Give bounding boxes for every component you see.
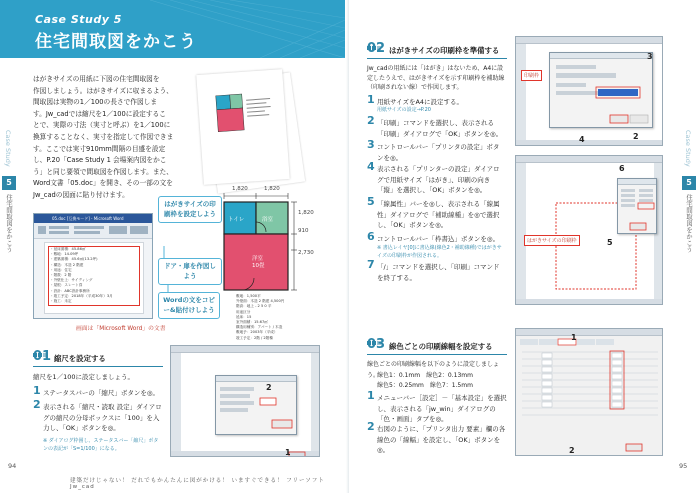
case-study-label: Case Study 5 [35,13,122,26]
intro-line: し、P.20「Case Study 1 会場案内図をかこ [33,156,167,165]
jwwin-settings-screenshot [515,328,663,456]
doc-line: ・竣工予定：2018年（平成30年）3月 [50,293,113,298]
spec-line: 竣工予定：2階 / 2階棟 [236,335,273,340]
width-spec: 線色5：0.25mm [377,382,424,389]
step-text: 「線属性」バーを◎し、表示される「線属性」ダイアログで「補助線種」を◎で選択し、「OK」ボタンを◎。 [377,200,500,229]
badge-5: 5 [607,238,613,247]
step-number: 1 [367,93,375,106]
badge-1: 1 [571,333,577,342]
word-caption: 画面は「Microsoft Word」の文書 [76,326,166,332]
spec-list [236,294,336,341]
page-title: 住宅間取図をかこう [35,32,197,52]
callout-door: ドア・扉を作図しよう [158,258,222,285]
step-02-1 [367,93,505,108]
chapter-label: 住宅間取図をかこう [5,194,13,253]
doc-line: ・施工：未定 [50,299,72,304]
step-02-2 [367,114,505,139]
right-page [349,0,698,493]
step-number: 6 [367,230,375,243]
step-text: 「印刷」コマンドを選択し、表示される「印刷」ダイアログで「OK」ボタンを◎。 [377,119,503,138]
section-03-lead: 線色ごとの印刷線幅を以下のように設定しましょう。 [367,361,500,379]
doc-line: ・階数：2 階 [50,273,72,278]
side-pale-label: Case Study [684,130,692,167]
page-number-right: 95 [679,462,688,470]
doc-line: ・延床面積：45.86㎡ [50,247,86,251]
word-window-screenshot [33,213,153,319]
step-02-4 [367,160,505,196]
section-01-title: 縮尺を設定する [54,354,106,363]
step-02-1-note: 用紙サイズの設定→P.20 [377,107,431,113]
callout-print-frame: はがきサイズの印刷枠を設定しよう [158,196,222,223]
step-text: ステータスバーの「縮尺」ボタンを◎。 [43,389,160,397]
line-attribute-dialog [617,178,657,234]
dim-right-1: 1,820 [298,210,314,216]
jwwin-titlebar [516,329,662,336]
dim-right-3: 2,730 [298,250,314,256]
jwcad-titlebar [516,156,662,163]
width-line-1 [377,371,473,382]
badge-2: 2 [633,132,639,141]
chapter-number: 5 [2,176,16,190]
selection-highlight [48,246,140,306]
section-02-lead: Jw_cadの用紙には「はがき」はないため、A4に設定したうえで、はがきサイズを示す印刷枠を補助線（印刷されない線）で作図します。 [367,65,505,91]
step-text: コントロールバー「枠書込」ボタンを◎。 [377,235,500,243]
printer-settings-dialog [549,52,653,128]
badge-4: 4 [579,135,585,144]
ribbon-icons [34,223,153,239]
print-frame-label: 印刷枠 [521,70,542,81]
step-02-3 [367,138,505,163]
section-02-rule [367,58,507,59]
spec-line: 室外面積：15.67㎡ [236,320,268,325]
step-number: 2 [367,420,375,433]
step-01-2 [33,398,163,434]
side-pale-label: Case Study [4,130,12,167]
badge-2: 2 [569,446,575,455]
step-01-1 [33,384,163,399]
intro-line: 換算することなく、実寸を指定して作図できま [33,132,174,141]
section-02-number: 02 [367,41,386,56]
step-text: コントロールバー「プリンタの設定」ボタンを◎。 [377,143,500,162]
intro-line: Jw_cadの図面に貼り付けます。 [33,190,129,199]
step-text: 表示される「縮尺・読取 設定」ダイアログの縮尺の分母ボックスに「100」を入力し、「OK」ボタンを◎。 [43,403,162,432]
section-01-rule [33,366,163,367]
doc-line: ・外壁仕上：サイディング [50,278,93,283]
printer-dialog-body [550,59,654,129]
step-number: 3 [367,138,375,151]
doc-line: ・設計：ABC設計事務所 [50,288,90,293]
doc-line: ・屋根：スレート葺 [50,283,83,288]
section-01-number: 01 [33,349,52,364]
page-number-left: 94 [8,462,17,470]
scale-dialog [215,375,297,435]
chapter-number: 5 [682,176,696,190]
width-spec: 線色2：0.13mm [426,372,473,379]
step-number: 5 [367,195,375,208]
footer-left: 建築だけじゃない！ だれでもかんたんに図がかける！ いますぐできる！ フリーソフトJw_cad [70,478,325,490]
step-02-6-note: ※ 書込レイヤ[0]に書込線(線色2・補助線種)ではがきサイズの印刷枠が作図される。 [377,245,502,259]
intro-line: う」と同じ要領で間取図を作図します。また、 [33,167,173,176]
badge-2: 2 [266,383,272,392]
badge-3: 3 [647,52,653,61]
spec-line: 敷地予：2003年（平成） [236,330,278,335]
step-text: 用紙サイズをA4に設定する。 [377,98,464,106]
callout-word-copy: Wordの文をコピー&貼付けしよう [158,292,220,319]
spec-line: 延床：15 [236,314,252,319]
mini-plan-image [196,69,289,185]
intro-line: Word文書「05.doc」を開き、その一部の文を [33,179,173,188]
dim-top-left: 1,820 [232,186,248,192]
word-title-bar: 05.doc [互換モード] - Microsoft Word [34,214,152,223]
intro-line: 間取図は実物の1／100の長さで作図しま [33,98,158,107]
step-number: 4 [367,160,375,173]
width-spec: 線色1：0.1mm [377,372,421,379]
step-number: 7 [367,258,375,271]
section-03-title: 線色ごとの印刷線幅を設定する [389,342,493,351]
section-03-number: 03 [367,337,386,352]
step-text: 「/」コマンドを選択し、「印刷」コマンドを終了する。 [377,263,500,282]
section-03-rule [367,354,507,355]
step-number: 2 [33,398,41,411]
left-side-tab [2,176,16,266]
doc-line: ・敷地：14.09坪 [50,252,79,257]
word-document-area [44,242,144,314]
jwcad-titlebar [171,346,319,353]
dim-top-right: 1,820 [264,186,280,192]
doc-line: ・構造：木造 2 階建 [50,262,84,267]
jwcad-titlebar [516,37,662,44]
spec-line: 用途区分 [236,309,251,314]
section-01-lead: 縮尺を1／100に設定しましょう。 [33,373,135,381]
width-line-2 [377,381,473,392]
intro-paragraph [33,74,185,202]
dim-right-2: 910 [298,228,309,234]
case-header-band [0,0,345,58]
line-dialog-body [618,185,658,235]
step-03-2 [367,420,507,456]
step-number: 1 [367,389,375,402]
step-02-6 [367,230,505,245]
step-number: 2 [367,114,375,127]
intro-line: す。ここでは実寸910mm間隔の目盛を設定 [33,144,166,153]
spec-line: 敷地：1,500平 [236,294,261,298]
room-label-toilet: トイレ [228,217,245,223]
postcard-frame-label: はがきサイズの印刷枠 [524,235,580,246]
width-spec: 線色7：1.5mm [429,382,473,389]
step-02-7 [367,258,505,283]
right-side-tab [682,176,696,266]
word-ribbon [34,223,152,239]
step-02-5 [367,195,505,231]
room-label-western: 洋室 10畳 [252,256,265,269]
intro-line: はがきサイズの用紙に下図の住宅間取図を [33,75,160,83]
spec-line: 外壁面：木造 2 階建 4,500円 [236,299,285,304]
intro-line: 作図しましょう。はがきサイズに収まるよう、 [33,86,173,95]
step-text: 表示される「プリンターの設定」ダイアログで用紙サイズ「はがき」、印刷の向き「縦」を選択し、「OK」ボタンを◎。 [377,165,500,194]
section-02-title: はがきサイズの印刷枠を準備する [389,46,500,55]
step-03-1 [367,389,507,425]
doc-line: ・用途：住宅 [50,267,72,272]
chapter-label: 住宅間取図をかこう [685,194,693,253]
step-number: 1 [33,384,41,397]
intro-line: す。Jw_cadでは縮尺を1／100に設定するこ [33,109,166,118]
postcard-illustration [196,69,289,185]
spec-line: 構造用種別：アパート / 木造 [236,325,283,330]
step-text: 右図のように、「プリンタ出力 要素」欄の各線色の「線幅」を設定し、「OK」ボタンを◎。 [377,425,506,454]
badge-6: 6 [619,164,625,173]
jwwin-settings-body [516,336,663,456]
room-label-bath: 浴室 [262,217,274,223]
spec-line: 階高：地上 - 2 5 0 平 [236,304,272,309]
step-text: メニューバー［設定］－「基本設定」を選択し、表示される「jw_win」ダイアログの「色・画面」タブを◎。 [377,394,507,423]
doc-line: ・建築面積：45.6㎡(13.2坪) [50,257,98,262]
badge-1: 1 [285,448,291,457]
section-01-note: ※ ダイアログ枠囲し、ステータスバー「縮尺」ボタンの表記が「S=1/100」になる。 [43,438,159,452]
intro-line: とで、実際の寸法（実寸と呼ぶ）を1／100に [33,121,171,130]
scale-dialog-body [216,382,298,436]
